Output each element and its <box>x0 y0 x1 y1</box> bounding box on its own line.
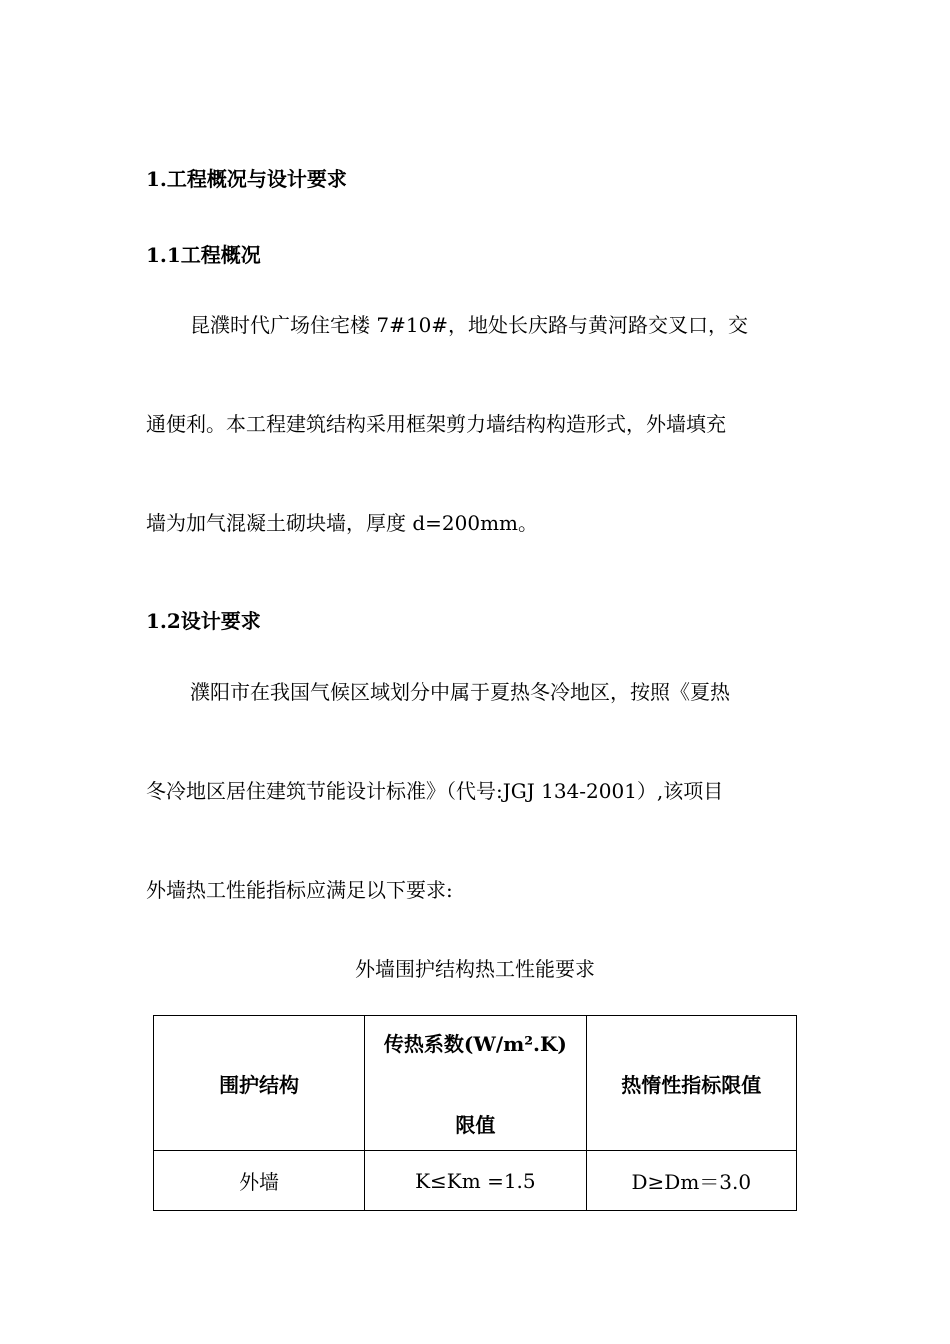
table-header-row <box>154 1016 797 1151</box>
section-heading-1-2: 1.2设计要求 <box>146 609 261 633</box>
paragraph-line: 昆濮时代广场住宅楼 7#10#，地处长庆路与黄河路交叉口，交 <box>190 313 749 337</box>
header-structure: 围护结构 <box>154 1016 365 1151</box>
section-heading-1: 1.工程概况与设计要求 <box>146 167 347 191</box>
header-heat-transfer-line2: 限值 <box>455 1113 496 1137</box>
header-heat-transfer-line1: 传热系数(W/m².K) <box>383 1032 567 1056</box>
cell-structure: 外墙 <box>154 1151 365 1211</box>
paragraph-line: 濮阳市在我国气候区域划分中属于夏热冬冷地区，按照《夏热 <box>190 680 730 704</box>
cell-d-value: D≥Dm＝3.0 <box>586 1151 796 1211</box>
cell-k-value: K≤Km =1.5 <box>365 1151 586 1211</box>
table-row <box>154 1151 797 1211</box>
table-caption: 外墙围护结构热工性能要求 <box>355 957 595 981</box>
section-heading-1-1: 1.1工程概况 <box>146 243 261 267</box>
paragraph-line: 墙为加气混凝土砌块墙，厚度 d=200mm。 <box>146 511 539 535</box>
header-heat-transfer <box>365 1016 586 1151</box>
thermal-requirements-table <box>153 1015 797 1211</box>
paragraph-line: 冬冷地区居住建筑节能设计标准》（代号:JGJ 134-2001）,该项目 <box>146 779 724 803</box>
paragraph-line: 外墙热工性能指标应满足以下要求: <box>146 878 453 902</box>
header-thermal-inertia: 热惰性指标限值 <box>586 1016 796 1151</box>
paragraph-line: 通便利。本工程建筑结构采用框架剪力墙结构构造形式，外墙填充 <box>146 412 726 436</box>
